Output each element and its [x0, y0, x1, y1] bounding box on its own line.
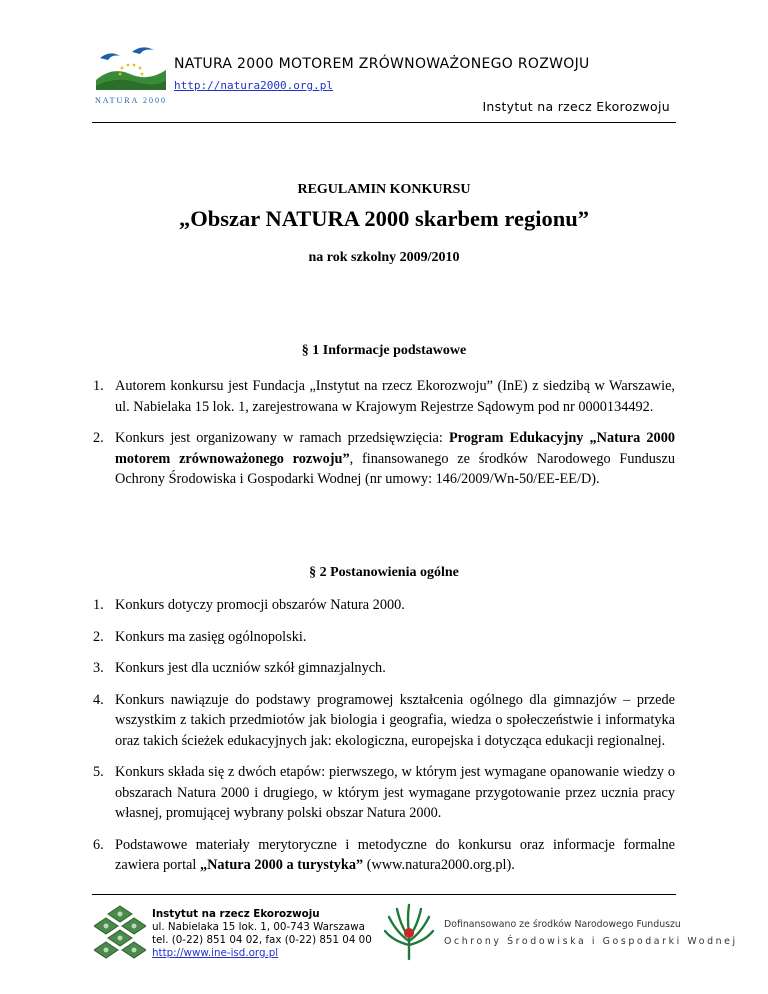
- ine-logo: [94, 904, 146, 962]
- footer-divider: [92, 894, 676, 895]
- item-number: 4.: [93, 691, 104, 708]
- item-number: 2.: [93, 430, 104, 446]
- footer-org-name: Instytut na rzecz Ekorozwoju: [152, 908, 320, 920]
- footer-street: ul. Nabielaka 15 lok. 1, 00-743 Warszawa: [152, 921, 365, 933]
- natura2000-logo: [92, 40, 170, 106]
- funding-line: Dofinansowano ze środków Narodowego Funduszu: [444, 919, 681, 930]
- footer-link[interactable]: http://www.ine-isd.org.pl: [152, 947, 279, 959]
- list-item: [93, 428, 675, 490]
- item-number: 3.: [93, 660, 104, 676]
- item-text: Konkurs jest dla uczniów szkół gimnazjalnych.: [115, 660, 386, 676]
- list-item: [93, 595, 675, 616]
- list-item: [93, 690, 675, 752]
- item-text: Konkurs jest organizowany w ramach przedsięwzięcia:: [115, 430, 449, 446]
- list-item: [93, 762, 675, 824]
- item-number: 1.: [93, 597, 104, 613]
- item-number: 1.: [93, 378, 104, 394]
- item-text: Autorem konkursu jest Fundacja „Instytut na rzecz Ekorozwoju” (InE) z siedzibą w Warszawie, ul. Nabielaka 15 lok. 1, zarejestrowana w Krajowym Rejestrze Sądowym pod nr 0000134492.: [115, 378, 675, 415]
- list-item: [93, 627, 675, 648]
- item-text-bold: Program Edukacyjny „Natura 2000 motorem zrównoważonego rozwoju”: [115, 430, 676, 467]
- item-number: 6.: [93, 836, 104, 853]
- document-title: „Obszar NATURA 2000 skarbem regionu”: [178, 206, 590, 231]
- section-heading: § 1 Informacje podstawowe: [301, 343, 467, 358]
- item-text: (www.natura2000.org.pl).: [363, 857, 515, 873]
- document-kicker: REGULAMIN KONKURSU: [297, 182, 471, 197]
- header-title: NATURA 2000 MOTOREM ZRÓWNOWAŻONEGO ROZWOJU: [174, 56, 590, 72]
- nfosigw-logo: [383, 903, 435, 963]
- logo-text: NATURA 2000: [94, 96, 168, 105]
- footer-funding: [444, 916, 738, 950]
- funding-line: Ochrony Środowiska i Gospodarki Wodnej: [444, 936, 738, 947]
- item-text: Konkurs ma zasięg ogólnopolski.: [115, 628, 307, 645]
- section-list: [93, 595, 675, 887]
- item-text: Konkurs składa się z dwóch etapów: pierwszego, w którym jest wymagane opanowanie wiedzy o obszarach Natura 2000 i drugiego, w którym jest wymagane przygotowanie przez ucznia pracy własnej, promującej wybrany polski obszar Natura 2000.: [115, 764, 675, 821]
- header-divider: [92, 122, 676, 123]
- footer-address: [152, 908, 372, 960]
- item-text-bold: „Natura 2000 a turystyka”: [199, 857, 364, 873]
- section-heading: § 2 Postanowienia ogólne: [309, 565, 459, 580]
- list-item: [93, 376, 675, 417]
- header-org: Instytut na rzecz Ekorozwoju: [482, 99, 670, 114]
- header-link[interactable]: http://natura2000.org.pl: [174, 79, 333, 92]
- item-number: 2.: [93, 628, 104, 645]
- list-item: [93, 658, 675, 679]
- item-text: Konkurs nawiązuje do podstawy programowej kształcenia ogólnego dla gimnazjów – przede wszystkim z takich przedmiotów jak biologia i geografia, wiedza o społeczeństwie i informatyka oraz takich ścieżek edukacyjnych jak: ekologiczna, europejska i dotycząca edukacji regionalnej.: [115, 691, 675, 749]
- item-text: Podstawowe materiały merytoryczne i metodyczne do konkursu oraz informacje formalne zawiera portal: [115, 836, 675, 873]
- section-list: [93, 376, 675, 501]
- list-item: [93, 835, 675, 876]
- item-text: Konkurs dotyczy promocji obszarów Natura 2000.: [115, 597, 405, 613]
- item-number: 5.: [93, 764, 104, 780]
- footer-phone: tel. (0-22) 851 04 02, fax (0-22) 851 04 00: [152, 934, 372, 946]
- item-text: , finansowanego ze środków Narodowego Funduszu Ochrony Środowiska i Gospodarki Wodnej (nr umowy: 146/2009/Wn-50/EE-EE/D).: [115, 450, 675, 487]
- document-subtitle: na rok szkolny 2009/2010: [308, 250, 460, 265]
